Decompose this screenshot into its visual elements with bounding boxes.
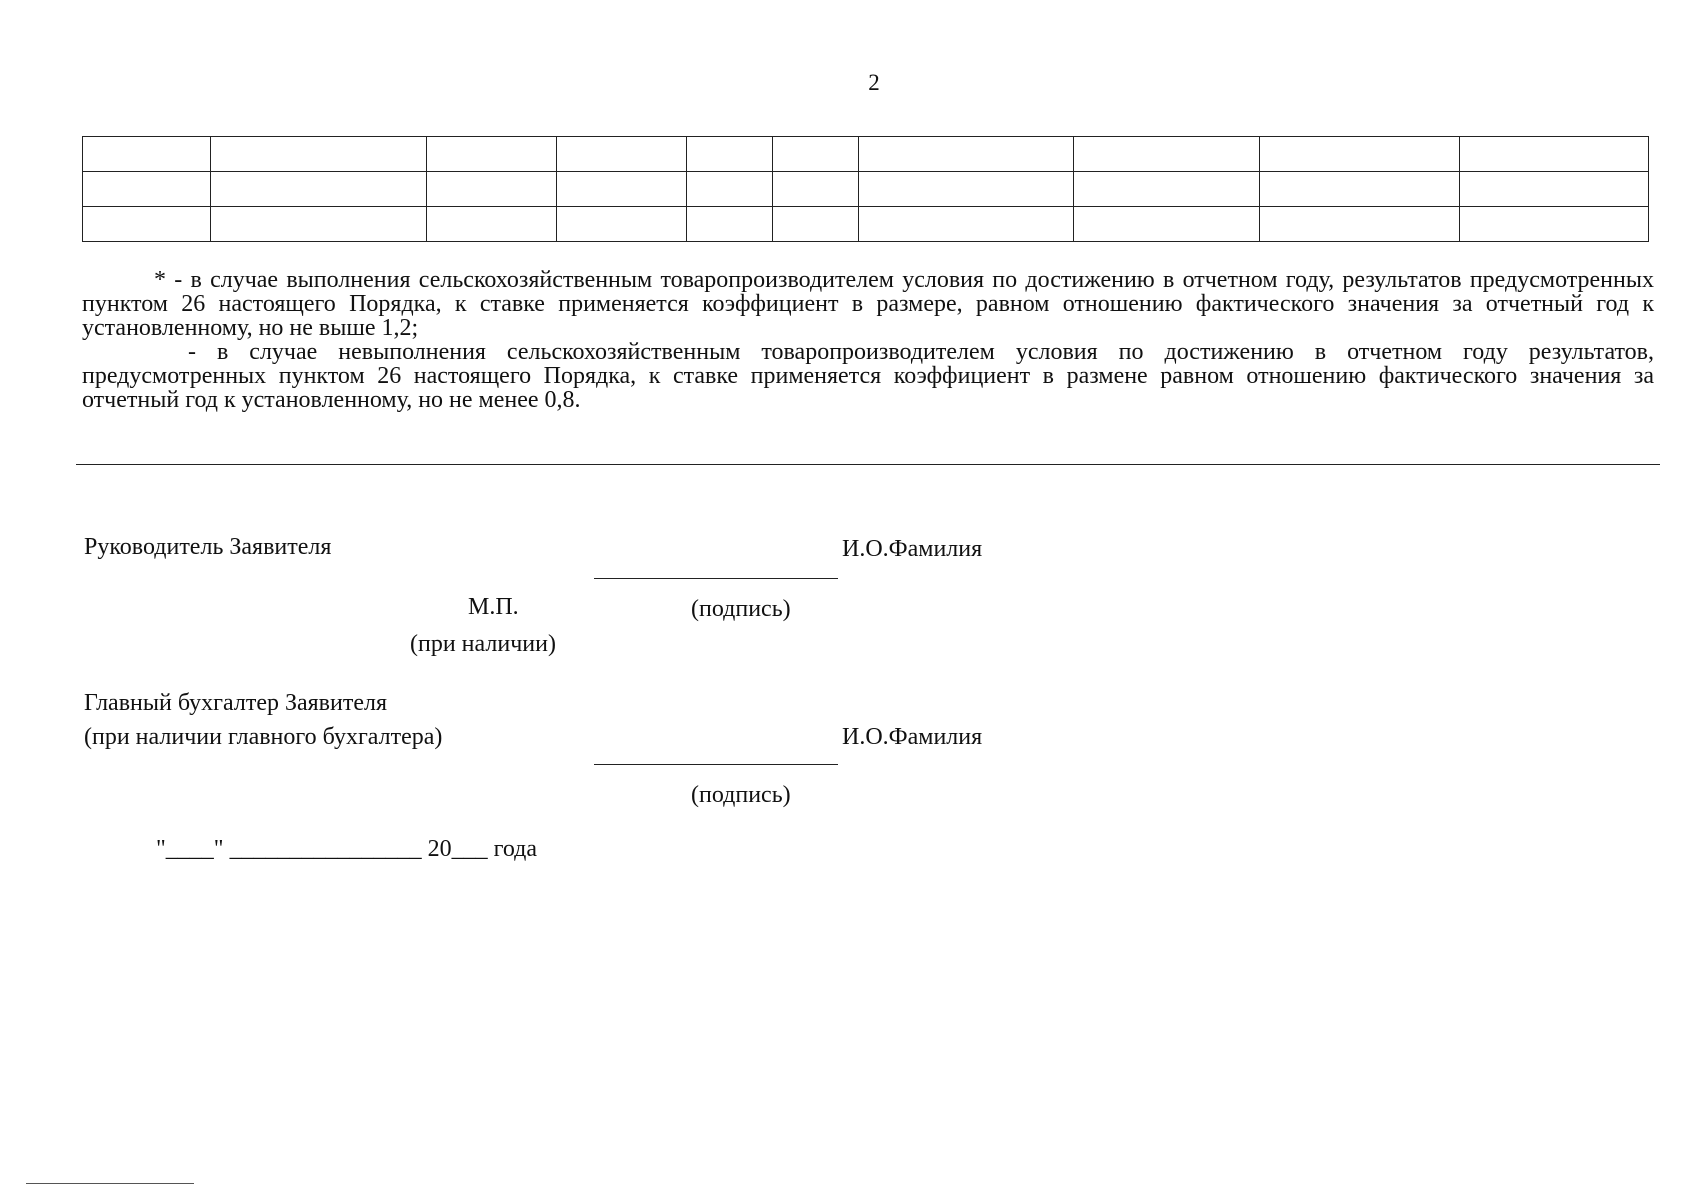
table-cell <box>211 207 427 242</box>
accountant-signature-line <box>594 764 838 765</box>
table-cell <box>427 172 557 207</box>
separator-line <box>76 464 1660 465</box>
date-suffix: года <box>493 836 538 862</box>
accountant-label-note: (при наличии главного бухгалтера) <box>84 724 443 750</box>
table-cell <box>1460 207 1649 242</box>
table-cell <box>1460 137 1649 172</box>
date-year-blank: ___ <box>451 836 488 862</box>
stamp-label: М.П. <box>468 594 519 620</box>
table-row <box>83 172 1649 207</box>
date-year-prefix: 20 <box>427 836 452 862</box>
table-cell <box>859 137 1074 172</box>
stamp-note: (при наличии) <box>410 631 556 657</box>
table-cell <box>687 207 773 242</box>
date-open-quote: " <box>156 836 166 862</box>
date-month-blank: ________________ <box>229 836 422 862</box>
head-name: И.О.Фамилия <box>842 536 983 562</box>
table-cell <box>687 172 773 207</box>
page-number: 2 <box>868 70 880 95</box>
table-cell <box>1460 172 1649 207</box>
table-cell <box>427 137 557 172</box>
signature-caption-accountant: (подпись) <box>691 782 791 808</box>
table-cell <box>687 137 773 172</box>
table-cell <box>557 172 687 207</box>
date-day-blank: ____ <box>165 836 214 862</box>
footnote-1: * - в случае выполнения сельскохозяйственным товаропроизводителем условия по достижению в отчетном году, результатов предусмотренных пунктом 26 настоящего Порядка, к ставке применяется коэффициент в размере, равном отношению фактического значения за отчетный год к установленному, но не выше 1,2; <box>82 267 1654 341</box>
head-label: Руководитель Заявителя <box>84 534 332 560</box>
accountant-label: Главный бухгалтер Заявителя <box>84 690 388 716</box>
head-signature-line <box>594 578 838 579</box>
table-cell <box>859 172 1074 207</box>
table-cell <box>1260 172 1460 207</box>
table-body <box>83 137 1649 242</box>
table-cell <box>773 172 859 207</box>
table-cell <box>83 172 211 207</box>
table-cell <box>1074 207 1260 242</box>
footnotes <box>82 268 1654 412</box>
table-cell <box>211 172 427 207</box>
data-table <box>82 136 1649 242</box>
table-cell <box>773 137 859 172</box>
date-line <box>156 836 537 863</box>
table-cell <box>1260 137 1460 172</box>
table-cell <box>1260 207 1460 242</box>
footnote-2: - в случае невыполнения сельскохозяйственным товаропроизводителем условия по достижению в отчетном году результатов, предусмотренных пунктом 26 настоящего Порядка, к ставке применяется коэффициент в размене равном отношению фактического значения за отчетный год к установленному, но не менее 0,8. <box>82 339 1654 413</box>
table-cell <box>1074 172 1260 207</box>
table-row <box>83 207 1649 242</box>
table-cell <box>83 207 211 242</box>
table-cell <box>773 207 859 242</box>
accountant-name: И.О.Фамилия <box>842 724 983 750</box>
table-cell <box>211 137 427 172</box>
footer-line <box>26 1183 194 1184</box>
table-cell <box>557 207 687 242</box>
table-cell <box>427 207 557 242</box>
table-row <box>83 137 1649 172</box>
date-close-quote: " <box>213 836 224 862</box>
table-cell <box>83 137 211 172</box>
signature-caption-head: (подпись) <box>691 596 791 622</box>
table-cell <box>557 137 687 172</box>
table-cell <box>1074 137 1260 172</box>
table-cell <box>859 207 1074 242</box>
